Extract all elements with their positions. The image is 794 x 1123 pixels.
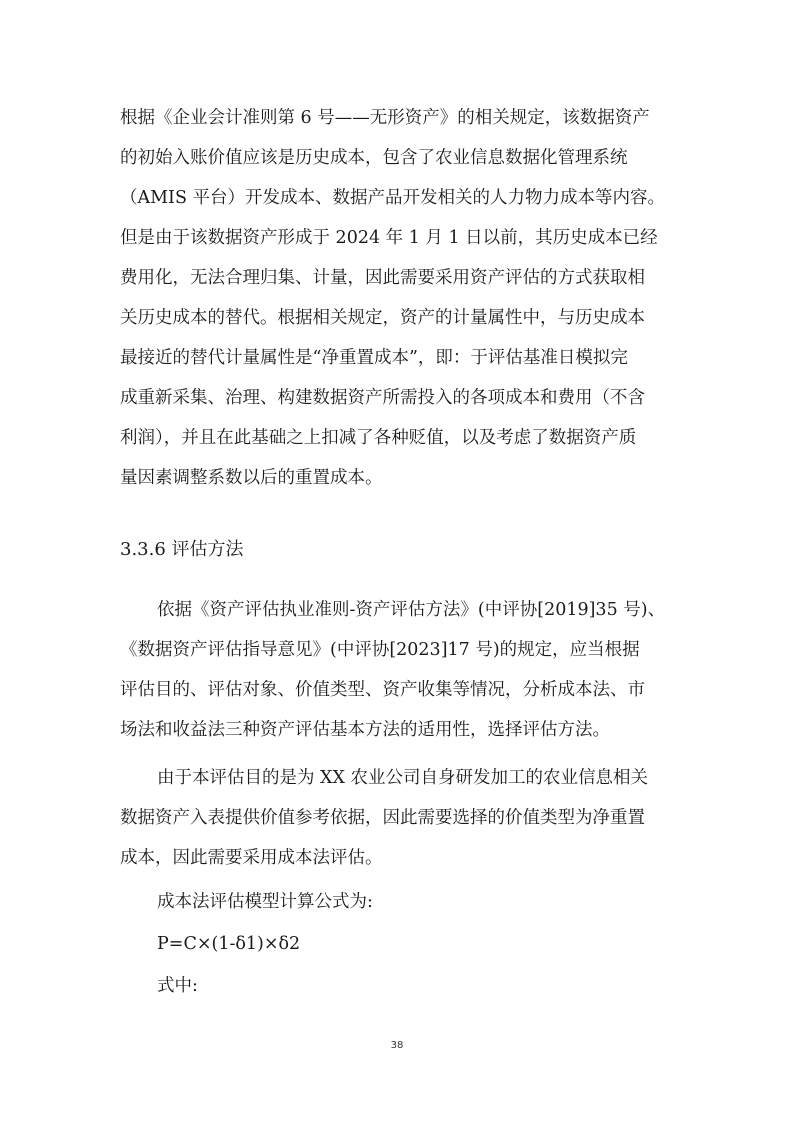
text-line: 场法和收益法三种资产评估基本方法的适用性，选择评估方法。 [120,720,610,740]
text-line: 关历史成本的替代。根据相关规定，资产的计量属性中，与历史成本 [120,308,645,328]
text-line: （AMIS 平台）开发成本、数据产品开发相关的人力物力成本等内容。 [120,188,666,208]
text-line: 利润），并且在此基础之上扣减了各种贬值，以及考虑了数据资产质 [120,428,637,448]
text-line: 评估目的、评估对象、价值类型、资产收集等情况，分析成本法、市 [120,680,645,700]
text-line: 由于本评估目的是为 XX 农业公司自身研发加工的农业信息相关 [157,768,649,788]
text-line: 根据《企业会计准则第 6 号——无形资产》的相关规定，该数据资产 [120,108,650,128]
text-line: 依据《资产评估执业准则-资产评估方法》(中评协[2019]35 号)、 [157,600,666,620]
text-line: 费用化，无法合理归集、计量，因此需要采用资产评估的方式获取相 [120,268,645,288]
section-heading: 3.3.6 评估方法 [120,539,244,560]
text-line: 成重新采集、治理、构建数据资产所需投入的各项成本和费用（不含 [120,388,645,408]
text-line: 但是由于该数据资产形成于 2024 年 1 月 1 日以前，其历史成本已经 [120,228,658,248]
text-line: 成本，因此需要采用成本法评估。 [120,848,383,868]
formula-where: 式中: [157,976,198,996]
text-line: 量因素调整系数以后的重置成本。 [120,468,383,488]
formula-expression: P=C×(1-δ1)×δ2 [157,934,301,954]
text-line: 数据资产入表提供价值参考依据，因此需要选择的价值类型为净重置 [120,808,645,828]
page-number: 38 [390,1040,404,1051]
text-line: 《数据资产评估指导意见》(中评协[2023]17 号)的规定，应当根据 [120,640,640,660]
text-line: 最接近的替代计量属性是“净重置成本”，即：于评估基准日模拟完 [120,348,628,368]
text-line: 的初始入账价值应该是历史成本，包含了农业信息数据化管理系统 [120,148,628,168]
formula-intro: 成本法评估模型计算公式为: [157,892,373,912]
